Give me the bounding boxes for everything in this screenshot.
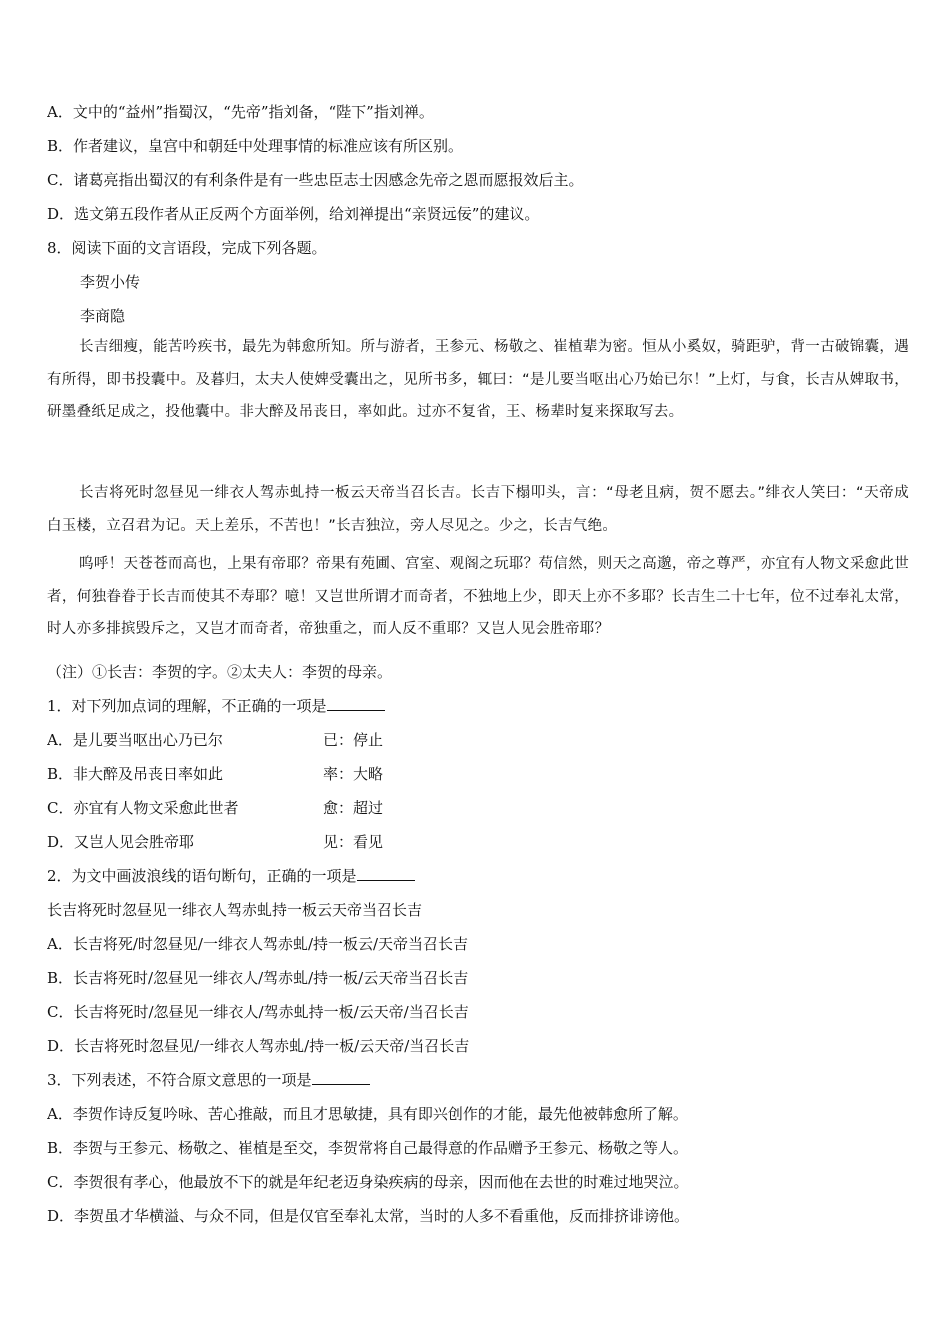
sub2-stem (47, 866, 907, 886)
option-gloss: 见：看见 (323, 833, 384, 851)
sub2-option-d: D．长吉将死时忽昼见/一绯衣人驾赤虬/持一板/云天帝/当召长吉 (47, 1037, 470, 1055)
sub2-sentence: 长吉将死时忽昼见一绯衣人驾赤虬持一板云天帝当召长吉 (47, 901, 423, 919)
passage-title: 李贺小传 (80, 273, 141, 291)
sub2-option-c: C．长吉将死时/忽昼见一绯衣人/驾赤虬持一板/云天帝/当召长吉 (47, 1003, 469, 1021)
option-gloss: 愈：超过 (323, 799, 384, 817)
option-gloss: 已：停止 (323, 731, 384, 749)
sub3-stem (47, 1070, 907, 1090)
sub1-stem (47, 696, 907, 716)
option-text: D．又岂人见会胜帝耶 (47, 833, 195, 851)
sub3-option-d: D．李贺虽才华横溢、与众不同，但是仅官至奉礼太常，当时的人多不看重他，反而排挤诽谤他。 (47, 1207, 690, 1225)
passage-paragraph-2: 长吉将死时忽昼见一绯衣人驾赤虬持一板云天帝当召长吉。长吉下榻叩头，言：“母老且病，贺不愿去。”绯衣人笑曰：“天帝成白玉楼，立召君为记。天上差乐，不苦也！”长吉独泣，旁人尽见之。少之，长吉气绝。 (47, 485, 909, 534)
sub2-stem-text: 2．为文中画波浪线的语句断句，正确的一项是 (47, 867, 357, 885)
passage-paragraph-3: 呜呼！天苍苍而高也，上果有帝耶？帝果有苑圃、宫室、观阁之玩耶？苟信然，则天之高邈，帝之尊严，亦宜有人物文采愈此世者，何独眷眷于长吉而使其不寿耶？噫！又岂世所谓才而奇者，不独地上少，即天上亦不多耶？长吉生二十七年，位不过奉礼太常，时人亦多排摈毁斥之，又岂才而奇者，帝独重之，而人反不重耶？又岂人见会胜帝耶？ (47, 556, 909, 638)
passage-note: （注）①长吉：李贺的字。②太夫人：李贺的母亲。 (47, 663, 393, 681)
passage-paragraph-1: 长吉细瘦，能苦吟疾书，最先为韩愈所知。所与游者，王参元、杨敬之、崔植辈为密。恒从小奚奴，骑距驴，背一古破锦囊，遇有所得，即书投囊中。及暮归，太夫人使婢受囊出之，见所书多，辄曰：“是儿要当呕出心乃始已尔！”上灯，与食，长吉从婢取书，研墨叠纸足成之，投他囊中。非大醉及吊丧日，率如此。过亦不复省，王、杨辈时复来探取写去。 (47, 339, 909, 421)
passage-author: 李商隐 (80, 307, 126, 325)
sub3-option-a: A．李贺作诗反复吟咏、苦心推敲，而且才思敏捷，具有即兴创作的才能，最先他被韩愈所了解。 (47, 1105, 688, 1123)
q7-option-b: B．作者建议，皇宫中和朝廷中处理事情的标准应该有所区别。 (47, 137, 464, 155)
sub3-stem-text: 3．下列表述，不符合原文意思的一项是 (47, 1071, 312, 1089)
answer-blank (312, 1070, 370, 1085)
sub1-option-a (47, 730, 907, 750)
option-text: B．非大醉及吊丧日率如此 (47, 765, 224, 783)
q7-option-d: D．选文第五段作者从正反两个方面举例，给刘禅提出“亲贤远佞”的建议。 (47, 205, 540, 223)
sub1-option-c (47, 798, 907, 818)
sub1-stem-text: 1．对下列加点词的理解，不正确的一项是 (47, 697, 327, 715)
option-text: A．是儿要当呕出心乃已尔 (47, 731, 223, 749)
sub2-option-b: B．长吉将死时/忽昼见一绯衣人/驾赤虬/持一板/云天帝当召长吉 (47, 969, 469, 987)
q8-stem: 8．阅读下面的文言语段，完成下列各题。 (47, 239, 327, 257)
answer-blank (327, 696, 385, 711)
sub1-option-d (47, 832, 907, 852)
answer-blank (357, 866, 415, 881)
sub3-option-b: B．李贺与王参元、杨敬之、崔植是至交，李贺常将自己最得意的作品赠予王参元、杨敬之等人。 (47, 1139, 689, 1157)
sub2-option-a: A．长吉将死/时忽昼见/一绯衣人驾赤虬/持一板云/天帝当召长吉 (47, 935, 469, 953)
sub1-option-b (47, 764, 907, 784)
option-text: C．亦宜有人物文采愈此世者 (47, 799, 239, 817)
sub3-option-c: C．李贺很有孝心，他最放不下的就是年纪老迈身染疾病的母亲，因而他在去世的时难过地哭泣。 (47, 1173, 689, 1191)
q7-option-c: C．诸葛亮指出蜀汉的有利条件是有一些忠臣志士因感念先帝之恩而愿报效后主。 (47, 171, 584, 189)
q7-option-a: A．文中的“益州”指蜀汉，“先帝”指刘备，“陛下”指刘禅。 (47, 103, 434, 121)
option-gloss: 率：大略 (323, 765, 384, 783)
